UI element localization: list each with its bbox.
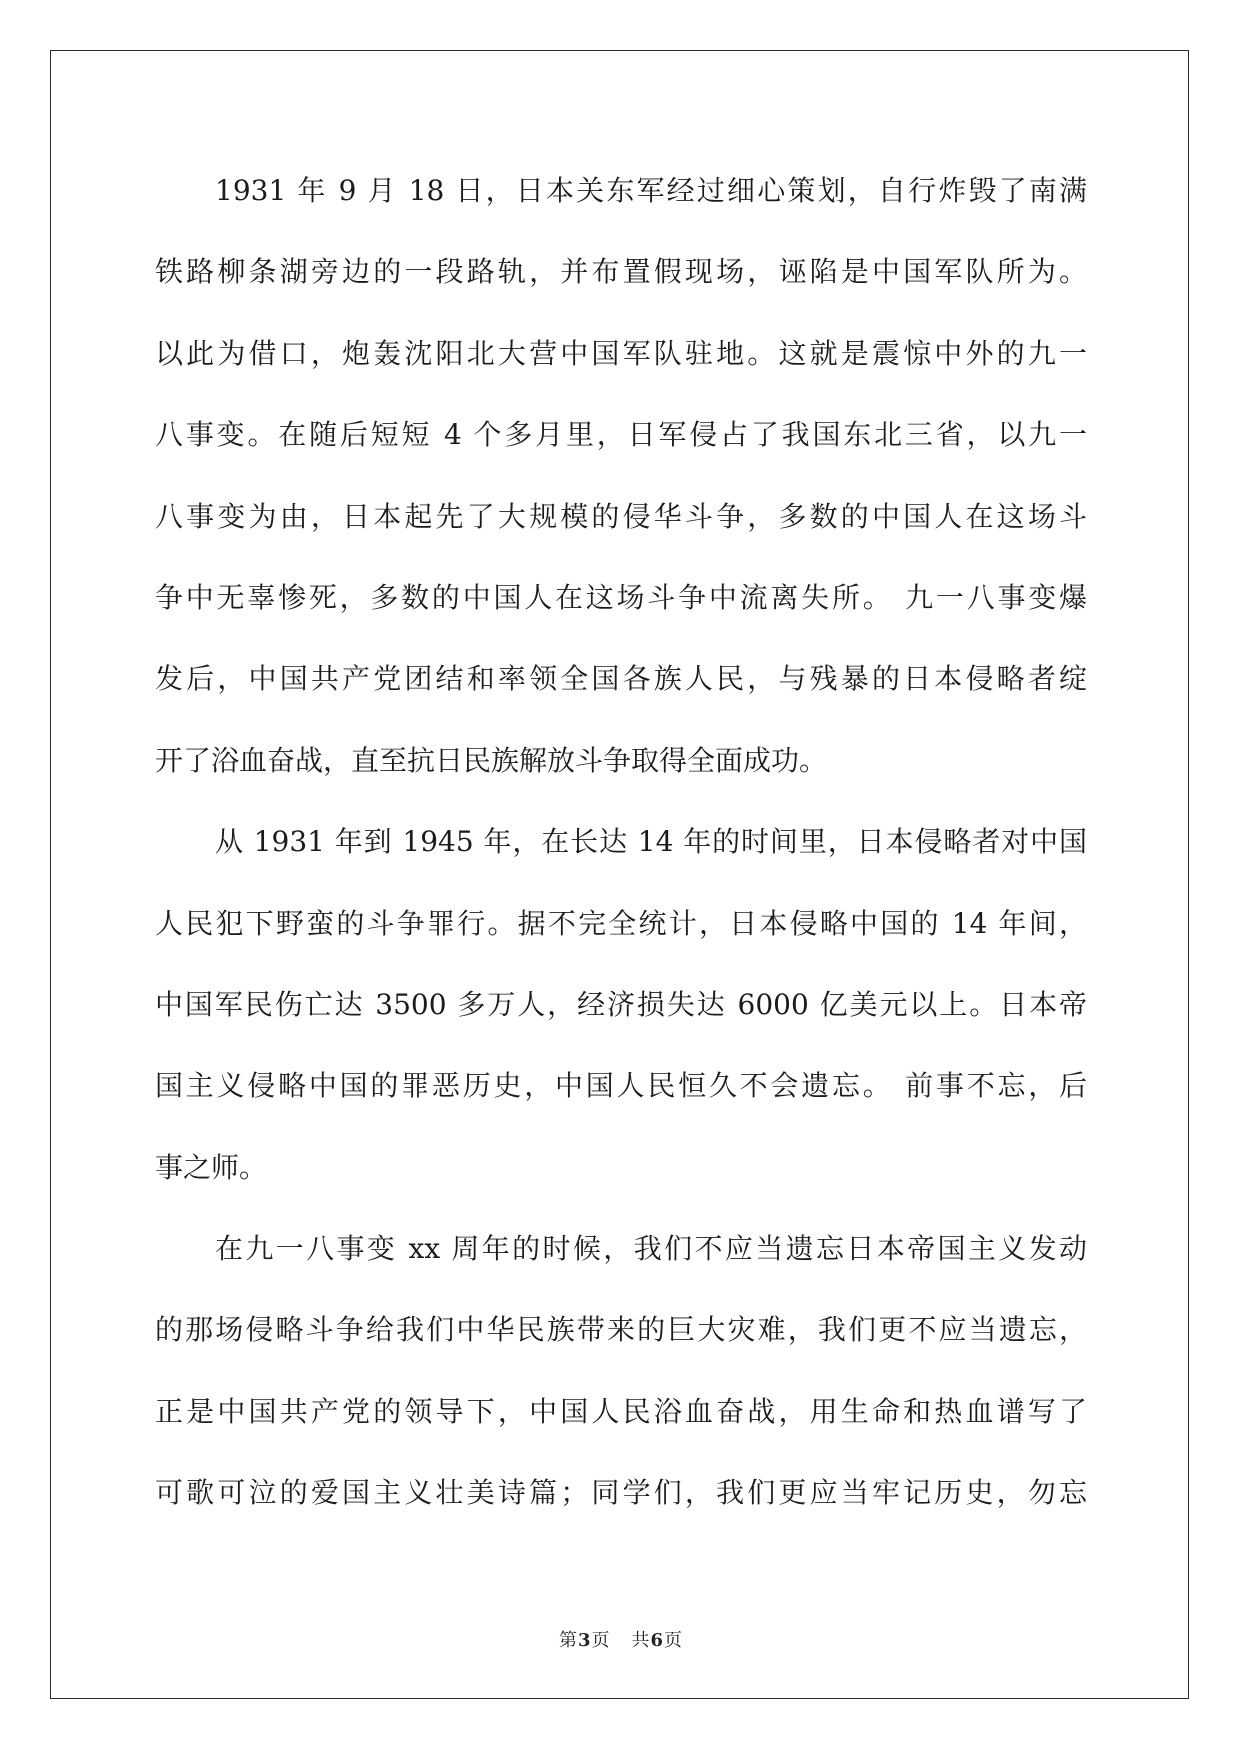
text-line: 八事变。在随后短短 4 个多月里，日军侵占了我国东北三省，以九一 bbox=[155, 418, 1087, 452]
text-line: 人民犯下野蛮的斗争罪行。据不完全统计，日本侵略中国的 14 年间， bbox=[155, 906, 1087, 940]
paragraph bbox=[155, 150, 1087, 801]
text-line: 国主义侵略中国的罪恶历史，中国人民恒久不会遗忘。 前事不忘，后 bbox=[155, 1069, 1087, 1103]
page-footer bbox=[0, 1628, 1241, 1654]
text-line: 的那场侵略斗争给我们中华民族带来的巨大灾难，我们更不应当遗忘， bbox=[155, 1313, 1087, 1347]
text-line: 八事变为由，日本起先了大规模的侵华斗争，多数的中国人在这场斗 bbox=[155, 499, 1087, 533]
page-number bbox=[559, 1630, 610, 1651]
text-line: 可歌可泣的爱国主义壮美诗篇；同学们，我们更应当牢记历史，勿忘 bbox=[155, 1476, 1087, 1510]
text-line: 事之师。 bbox=[155, 1150, 268, 1184]
text-line: 发后，中国共产党团结和率领全国各族人民，与残暴的日本侵略者绽 bbox=[155, 662, 1087, 696]
page-suffix: 页 bbox=[591, 1630, 610, 1651]
total-pages: 6 bbox=[650, 1630, 664, 1651]
page-prefix: 第 bbox=[558, 1630, 577, 1651]
text-line: 争中无辜惨死，多数的中国人在这场斗争中流离失所。 九一八事变爆 bbox=[155, 580, 1087, 614]
document-body bbox=[155, 150, 1087, 1534]
total-suffix: 页 bbox=[664, 1630, 683, 1651]
text-line: 正是中国共产党的领导下，中国人民浴血奋战，用生命和热血谱写了 bbox=[155, 1394, 1087, 1428]
text-line: 中国军民伤亡达 3500 多万人，经济损失达 6000 亿美元以上。日本帝 bbox=[155, 987, 1087, 1021]
total-prefix: 共 bbox=[631, 1630, 650, 1651]
text-line: 1931 年 9 月 18 日，日本关东军经过细心策划，自行炸毁了南满 bbox=[215, 174, 1087, 207]
text-line: 铁路柳条湖旁边的一段路轨，并布置假现场，诬陷是中国军队所为。 bbox=[155, 255, 1087, 289]
text-line: 以此为借口，炮轰沈阳北大营中国军队驻地。这就是震惊中外的九一 bbox=[155, 336, 1087, 370]
paragraph bbox=[155, 801, 1087, 1208]
text-line: 开了浴血奋战，直至抗日民族解放斗争取得全面成功。 bbox=[155, 743, 828, 777]
page-total bbox=[632, 1630, 683, 1651]
paragraph bbox=[155, 1208, 1087, 1534]
current-page: 3 bbox=[577, 1630, 591, 1651]
text-line: 在九一八事变 xx 周年的时候，我们不应当遗忘日本帝国主义发动 bbox=[215, 1232, 1087, 1266]
text-line: 从 1931 年到 1945 年，在长达 14 年的时间里，日本侵略者对中国 bbox=[215, 825, 1087, 859]
